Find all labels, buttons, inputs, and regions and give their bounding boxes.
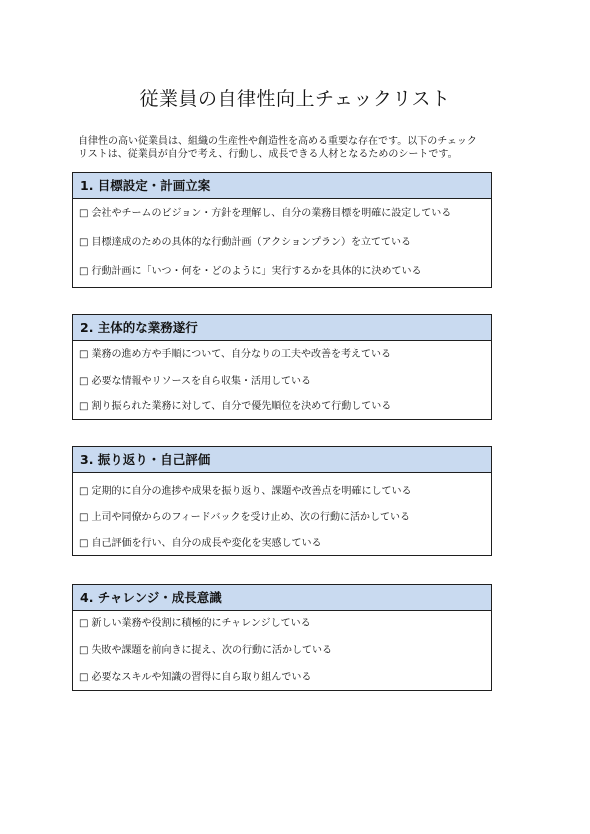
section-heading: 1. 目標設定・計画立案 (73, 173, 491, 199)
section-heading: 2. 主体的な業務遂行 (73, 315, 491, 341)
checklist-item-text: 必要な情報やリソースを自ら収集・活用している (91, 376, 311, 387)
intro-line: 自律性の高い従業員は、組織の生産性や創造性を高める重要な存在です。以下のチェック (78, 136, 477, 147)
checklist-item (79, 376, 311, 388)
checklist-item (79, 486, 411, 498)
checkbox[interactable]: □ (79, 208, 89, 219)
intro-line: リストは、従業員が自分で考え、行動し、成長できる人材となるためのシートです。 (78, 149, 458, 160)
checklist-item (79, 401, 391, 413)
checklist-item-text: 失敗や課題を前向きに捉え、次の行動に活かしている (91, 645, 333, 656)
checklist-item-text: 新しい業務や役割に積極的にチャレンジしている (91, 618, 311, 629)
checklist-item (79, 512, 410, 524)
checkbox[interactable]: □ (79, 538, 89, 549)
checkbox[interactable]: □ (79, 266, 89, 277)
intro-paragraph (78, 135, 518, 161)
checklist-item-text: 行動計画に「いつ・何を・どのように」実行するかを具体的に決めている (91, 266, 422, 277)
checklist-item-text: 目標達成のための具体的な行動計画（アクションプラン）を立てている (91, 237, 411, 248)
section-self-review (72, 446, 492, 556)
section-challenge-growth (72, 584, 492, 691)
checklist-item-text: 必要なスキルや知識の習得に自ら取り組んでいる (91, 672, 312, 683)
checklist-item-text: 会社やチームのビジョン・方針を理解し、自分の業務目標を明確に設定している (91, 208, 452, 219)
checklist-item (79, 672, 311, 684)
checkbox[interactable]: □ (79, 237, 89, 248)
checklist-item-text: 定期的に自分の進捗や成果を振り返り、課題や改善点を明確にしている (91, 486, 412, 497)
section-heading: 3. 振り返り・自己評価 (73, 447, 491, 473)
page-title: 従業員の自律性向上チェックリスト (139, 88, 451, 110)
checklist-item (79, 538, 321, 550)
checklist-item-text: 業務の進め方や手順について、自分なりの工夫や改善を考えている (91, 349, 392, 360)
checklist-item (79, 349, 391, 361)
checkbox[interactable]: □ (79, 349, 89, 360)
checkbox[interactable]: □ (79, 645, 89, 656)
checklist-item-text: 上司や同僚からのフィードバックを受け止め、次の行動に活かしている (91, 512, 411, 523)
checklist-item-text: 自己評価を行い、自分の成長や変化を実感している (91, 538, 322, 549)
checklist-item (79, 266, 421, 278)
checkbox[interactable]: □ (79, 618, 89, 629)
section-heading: 4. チャレンジ・成長意識 (73, 585, 491, 611)
checklist-item-text: 割り振られた業務に対して、自分で優先順位を決めて行動している (91, 401, 392, 412)
section-proactive-work (72, 314, 492, 420)
checklist-item (79, 208, 451, 220)
checkbox[interactable]: □ (79, 486, 89, 497)
checkbox[interactable]: □ (79, 512, 89, 523)
checkbox[interactable]: □ (79, 376, 89, 387)
checklist-item (79, 618, 311, 630)
checkbox[interactable]: □ (79, 401, 89, 412)
checklist-item (79, 237, 411, 249)
section-goal-setting (72, 172, 492, 288)
checkbox[interactable]: □ (79, 672, 89, 683)
checklist-item (79, 645, 332, 657)
